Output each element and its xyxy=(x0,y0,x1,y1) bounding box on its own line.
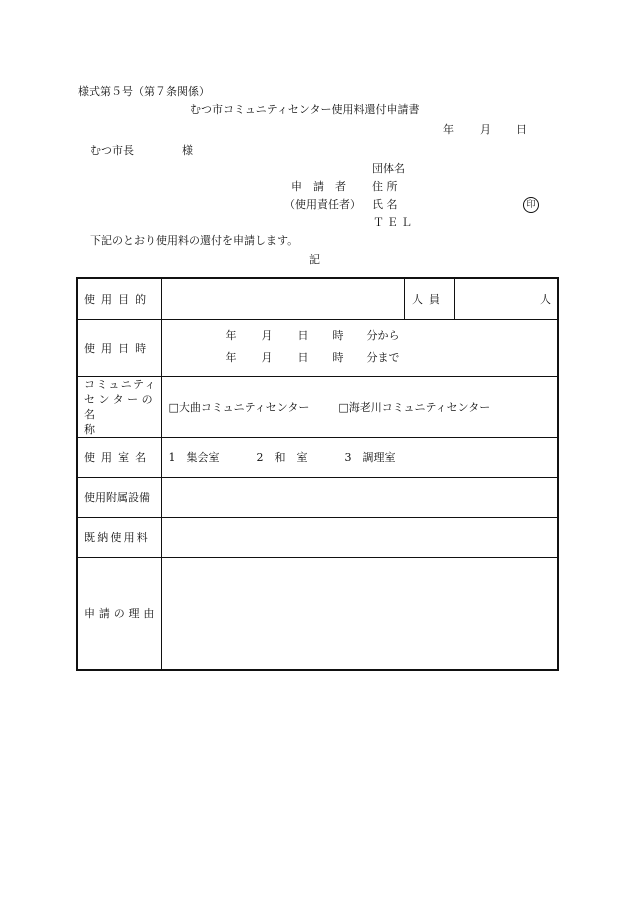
center-label-line2: センターの xyxy=(84,392,157,406)
responsible-label: （使用責任者） xyxy=(284,198,361,211)
room-option-2[interactable]: 2 和 室 xyxy=(256,451,308,464)
people-label-cell xyxy=(404,278,454,319)
datetime-row xyxy=(77,319,558,376)
date-day-label: 日 xyxy=(516,123,527,136)
equipment-value-field[interactable] xyxy=(161,477,558,517)
equipment-label-cell xyxy=(77,477,161,517)
from-year: 年 xyxy=(225,328,237,342)
applicant-label: 申 請 者 xyxy=(291,180,346,193)
room-row xyxy=(77,437,558,477)
paid-fee-row xyxy=(77,517,558,557)
to-hour: 時 xyxy=(332,350,344,364)
form-number: 様式第５号（第７条関係） xyxy=(78,85,210,98)
center-option-ebikawa[interactable]: □海老川コミュニティセンター xyxy=(338,400,491,414)
center-options-cell xyxy=(161,376,558,437)
people-label: 人員 xyxy=(411,292,447,306)
room-option-1[interactable]: 1 集会室 xyxy=(168,451,220,464)
honorific: 様 xyxy=(182,144,193,157)
to-minute: 分まで xyxy=(366,350,400,364)
application-table xyxy=(76,277,559,671)
room-options-cell xyxy=(161,437,558,477)
purpose-label: 使用目的 xyxy=(84,292,153,306)
seal-mark: 印 xyxy=(523,197,539,213)
paid-fee-value-field[interactable] xyxy=(161,517,558,557)
datetime-value-field[interactable] xyxy=(161,319,558,376)
datetime-label-cell xyxy=(77,319,161,376)
purpose-row xyxy=(77,278,558,319)
addressee: むつ市長 xyxy=(90,144,134,157)
date-year-label: 年 xyxy=(443,123,454,136)
people-unit: 人 xyxy=(540,292,551,306)
date-month-label: 月 xyxy=(480,123,491,136)
center-option-omagari[interactable]: □大曲コミュニティセンター xyxy=(168,400,310,414)
from-minute: 分から xyxy=(366,328,400,342)
ki-label: 記 xyxy=(309,253,320,266)
paid-fee-label: 既納使用料 xyxy=(84,531,150,544)
center-label-cell xyxy=(77,376,161,437)
reason-label-cell xyxy=(77,557,161,670)
equipment-label: 使用附属設備 xyxy=(84,491,150,504)
people-value-field[interactable] xyxy=(454,278,558,319)
room-label-cell xyxy=(77,437,161,477)
intro-text: 下記のとおり使用料の還付を申請します。 xyxy=(90,234,299,247)
datetime-label: 使用日時 xyxy=(84,341,153,355)
center-label-line1: コミュニティ xyxy=(84,377,157,391)
from-day: 日 xyxy=(297,328,309,342)
to-year: 年 xyxy=(225,350,237,364)
to-month: 月 xyxy=(261,350,273,364)
reason-value-field[interactable] xyxy=(161,557,558,670)
paid-fee-label-cell xyxy=(77,517,161,557)
tel-label: ＴＥＬ xyxy=(373,216,415,229)
center-label-line3: 名称 xyxy=(84,407,142,436)
org-name-label: 団体名 xyxy=(372,162,405,175)
to-day: 日 xyxy=(297,350,309,364)
room-label: 使用室名 xyxy=(84,451,153,464)
address-label: 住 所 xyxy=(372,180,398,193)
purpose-label-cell xyxy=(77,278,161,319)
from-hour: 時 xyxy=(332,328,344,342)
center-row xyxy=(77,376,558,437)
reason-row xyxy=(77,557,558,670)
equipment-row xyxy=(77,477,558,517)
purpose-value-field[interactable] xyxy=(161,278,404,319)
name-label: 氏 名 xyxy=(372,198,398,211)
from-month: 月 xyxy=(261,328,273,342)
document-title: むつ市コミュニティセンター使用料還付申請書 xyxy=(190,103,420,116)
room-option-3[interactable]: 3 調理室 xyxy=(344,451,396,464)
reason-label: 申請の理由 xyxy=(84,607,159,621)
